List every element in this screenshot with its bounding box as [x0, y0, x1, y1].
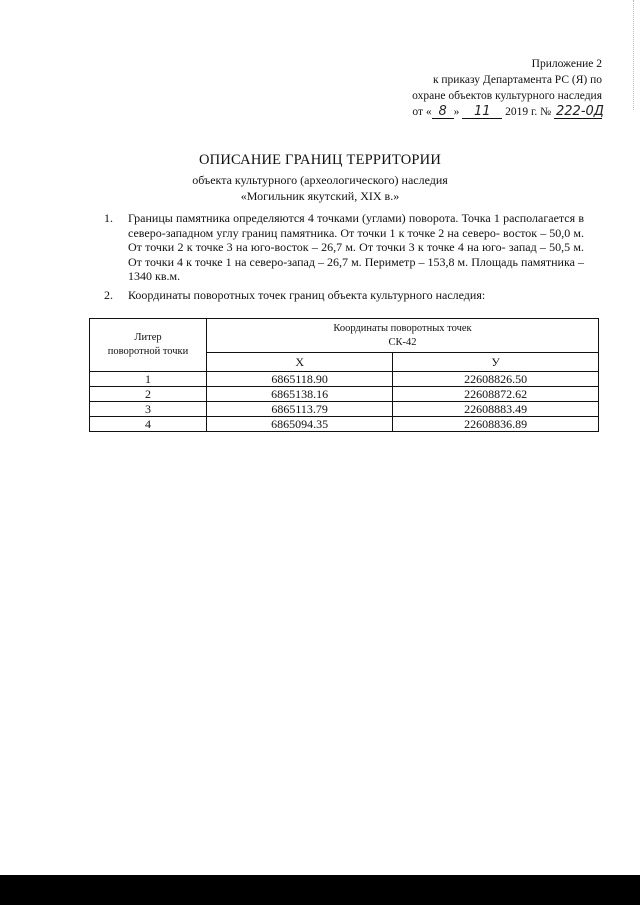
- date-mid: »: [453, 106, 460, 118]
- document-subtitle-object: объекта культурного (археологического) наследия: [192, 173, 448, 187]
- order-date-line: [382, 104, 602, 120]
- list-item-number: 2.: [104, 287, 113, 302]
- column-header-literal-line1: Литер: [134, 332, 162, 343]
- cell-y: 22608836.89: [393, 417, 599, 432]
- column-header-literal-line2: поворотной точки: [107, 346, 189, 357]
- table-row: [90, 417, 599, 432]
- list-item-number: 1.: [104, 211, 113, 225]
- handwritten-order-number: 222-0Д: [556, 104, 604, 119]
- cell-point: 2: [90, 387, 207, 402]
- cell-x: 6865118.90: [207, 372, 393, 387]
- date-prefix: от «: [412, 106, 432, 118]
- list-item-text: Координаты поворотных точек границ объекта культурного наследия:: [128, 287, 486, 302]
- scan-footer-band: [0, 875, 640, 905]
- cell-y: 22608872.62: [393, 387, 599, 402]
- order-reference-line: к приказу Департамента РС (Я) по: [432, 74, 602, 86]
- cell-point: 1: [90, 372, 207, 387]
- document-title: ОПИСАНИЕ ГРАНИЦ ТЕРРИТОРИИ: [198, 152, 442, 168]
- cell-y: 22608826.50: [393, 372, 599, 387]
- column-header-coordinates-system: СК-42: [388, 336, 417, 348]
- cell-x: 6865094.35: [207, 417, 393, 432]
- cell-x: 6865138.16: [207, 387, 393, 402]
- table-row: [90, 402, 599, 417]
- scan-edge-artifact: [633, 0, 640, 110]
- cell-x: 6865113.79: [207, 402, 393, 417]
- column-header-coordinates-line1: Координаты поворотных точек: [333, 322, 472, 334]
- department-line: охране объектов культурного наследия: [412, 90, 602, 102]
- column-header-x: X: [207, 353, 393, 372]
- handwritten-day: 8: [432, 105, 454, 119]
- cell-point: 3: [90, 402, 207, 417]
- table-row: [90, 372, 599, 387]
- description-list: [104, 211, 584, 306]
- table-row: [90, 387, 599, 402]
- list-item: [104, 288, 584, 303]
- handwritten-month: 11: [462, 105, 502, 119]
- column-header-point-literal: [90, 319, 207, 372]
- cell-y: 22608883.49: [393, 402, 599, 417]
- list-item-text: Границы памятника определяются 4 точками (углами) поворота. Точка 1 располагается в северо-западном углу границ памятника. От точки 1 к точке 2 на северо- восток – 50,0 м. От точки 2 к точке 3 на юго-восток – 26,7 м. От точки 3 к точке 4 на юго- запад – 50,5 м. От точки 4 к точке 1 на северо-запад – 26,7 м. Периметр – 153,8 м. Площадь памятника – 1340 кв.м.: [128, 211, 584, 283]
- document-subtitle-name: «Могильник якутский, XIX в.»: [240, 189, 400, 203]
- appendix-label: Приложение 2: [531, 58, 602, 70]
- document-title-block: [0, 152, 640, 204]
- appendix-header: [382, 56, 602, 120]
- column-header-coordinates: [207, 319, 599, 353]
- cell-point: 4: [90, 417, 207, 432]
- list-item: [104, 211, 584, 284]
- year-text: 2019 г. №: [505, 106, 552, 118]
- coordinates-table: [89, 318, 599, 432]
- column-header-y: У: [393, 353, 599, 372]
